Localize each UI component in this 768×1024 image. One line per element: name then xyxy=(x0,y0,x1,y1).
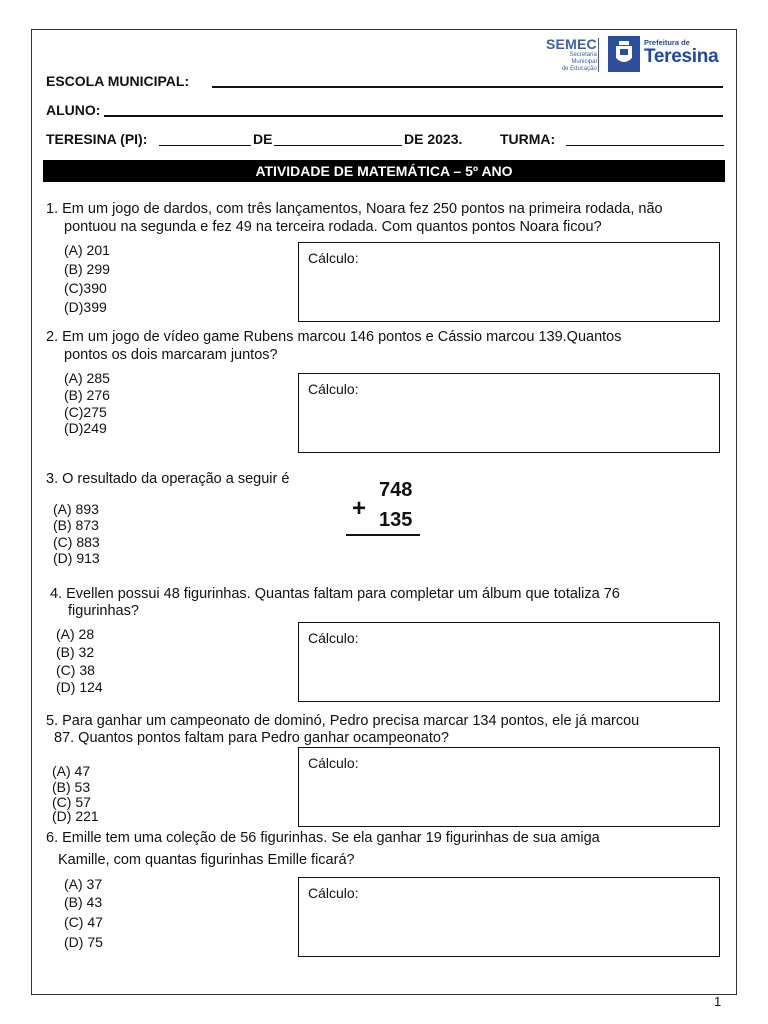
operation-line xyxy=(346,534,420,536)
q4-option-d[interactable]: (D) 124 xyxy=(56,679,103,695)
operation-plus-sign: + xyxy=(352,495,367,522)
q4-option-c[interactable]: (C) 38 xyxy=(56,662,95,678)
question-5-line2: 87. Quantos pontos faltam para Pedro ganhar ocampeonato? xyxy=(54,730,449,746)
activity-title: ATIVIDADE DE MATEMÁTICA – 5º ANO xyxy=(43,160,725,182)
q6-calc-label: Cálculo: xyxy=(308,885,359,901)
de-label-2: DE 2023. xyxy=(404,131,463,147)
class-label: TURMA: xyxy=(500,131,556,147)
question-5-line1: 5. Para ganhar um campeonato de dominó, Pedro precisa marcar 134 pontos, ele já marcou xyxy=(46,713,640,729)
q2-option-d[interactable]: (D)249 xyxy=(64,420,107,436)
school-field[interactable] xyxy=(212,86,723,88)
q4-calc-box[interactable] xyxy=(298,622,720,702)
student-field[interactable] xyxy=(104,115,723,117)
q5-calc-label: Cálculo: xyxy=(308,755,359,771)
q1-option-a[interactable]: (A) 201 xyxy=(64,242,110,258)
question-3-line1: 3. O resultado da operação a seguir é xyxy=(46,471,290,487)
q3-option-b[interactable]: (B) 873 xyxy=(53,517,99,533)
q6-option-b[interactable]: (B) 43 xyxy=(64,894,103,910)
q5-option-d[interactable]: (D) 221 xyxy=(52,808,99,824)
q4-option-b[interactable]: (B) 32 xyxy=(56,644,95,660)
q2-option-b[interactable]: (B) 276 xyxy=(64,387,110,403)
q2-option-a[interactable]: (A) 285 xyxy=(64,370,110,386)
q5-option-c[interactable]: (C) 57 xyxy=(52,794,91,810)
operation-top-number: 748 xyxy=(379,479,413,501)
q2-calc-box[interactable] xyxy=(298,373,720,453)
question-6-line1: 6. Emille tem uma coleção de 56 figurinhas. Se ela ganhar 19 figurinhas de sua amiga xyxy=(46,830,600,846)
q3-option-c[interactable]: (C) 883 xyxy=(53,534,100,550)
page-number: 1 xyxy=(714,994,722,1009)
q6-option-c[interactable]: (C) 47 xyxy=(64,914,103,930)
q1-option-c[interactable]: (C)390 xyxy=(64,280,107,296)
student-label: ALUNO: xyxy=(46,102,101,118)
day-field[interactable] xyxy=(159,145,251,146)
semec-logo xyxy=(546,36,597,73)
semec-logo-sub2: Municipal xyxy=(571,59,597,65)
q2-calc-label: Cálculo: xyxy=(308,381,359,397)
q5-option-b[interactable]: (B) 53 xyxy=(52,779,91,795)
question-2-line2: pontos os dois marcaram juntos? xyxy=(64,347,278,363)
question-4-line2: figurinhas? xyxy=(68,603,139,619)
q6-option-a[interactable]: (A) 37 xyxy=(64,876,103,892)
question-6-line2: Kamille, com quantas figurinhas Emille ficará? xyxy=(58,852,355,868)
q2-option-c[interactable]: (C)275 xyxy=(64,404,107,420)
q5-calc-box[interactable] xyxy=(298,747,720,827)
q1-option-b[interactable]: (B) 299 xyxy=(64,261,110,277)
q1-calc-label: Cálculo: xyxy=(308,250,359,266)
operation-bottom-number: 135 xyxy=(379,509,413,531)
city-label: TERESINA (PI): xyxy=(46,131,148,147)
de-label-1: DE xyxy=(253,131,273,147)
logo-divider xyxy=(598,38,599,72)
question-2-line1: 2. Em um jogo de vídeo game Rubens marcou 146 pontos e Cássio marcou 139.Quantos xyxy=(46,329,622,345)
month-field[interactable] xyxy=(274,145,402,146)
logo-pref-small: Prefeitura de xyxy=(644,38,690,47)
logo-pref-big: Teresina xyxy=(644,46,719,67)
teresina-logo xyxy=(608,36,718,72)
semec-logo-sub1: Secretaria xyxy=(569,52,597,58)
q3-option-d[interactable]: (D) 913 xyxy=(53,550,100,566)
q4-option-a[interactable]: (A) 28 xyxy=(56,626,95,642)
q6-calc-box[interactable] xyxy=(298,877,720,957)
semec-logo-sub3: de Educação xyxy=(561,66,597,72)
question-1-line2: pontuou na segunda e fez 49 na terceira rodada. Com quantos pontos Noara ficou? xyxy=(64,219,602,235)
question-1-line1: 1. Em um jogo de dardos, com três lançamentos, Noara fez 250 pontos na primeira rodada, não xyxy=(46,201,663,217)
school-label: ESCOLA MUNICIPAL: xyxy=(46,73,190,89)
q1-calc-box[interactable] xyxy=(298,242,720,322)
q1-option-d[interactable]: (D)399 xyxy=(64,299,107,315)
semec-logo-title: SEMEC xyxy=(546,36,597,52)
q6-option-d[interactable]: (D) 75 xyxy=(64,934,103,950)
q5-option-a[interactable]: (A) 47 xyxy=(52,763,91,779)
question-4-line1: 4. Evellen possui 48 figurinhas. Quantas faltam para completar um álbum que totaliza 76 xyxy=(50,586,620,602)
q4-calc-label: Cálculo: xyxy=(308,630,359,646)
coat-of-arms-icon xyxy=(608,36,640,72)
q3-option-a[interactable]: (A) 893 xyxy=(53,501,99,517)
class-field[interactable] xyxy=(566,145,724,146)
